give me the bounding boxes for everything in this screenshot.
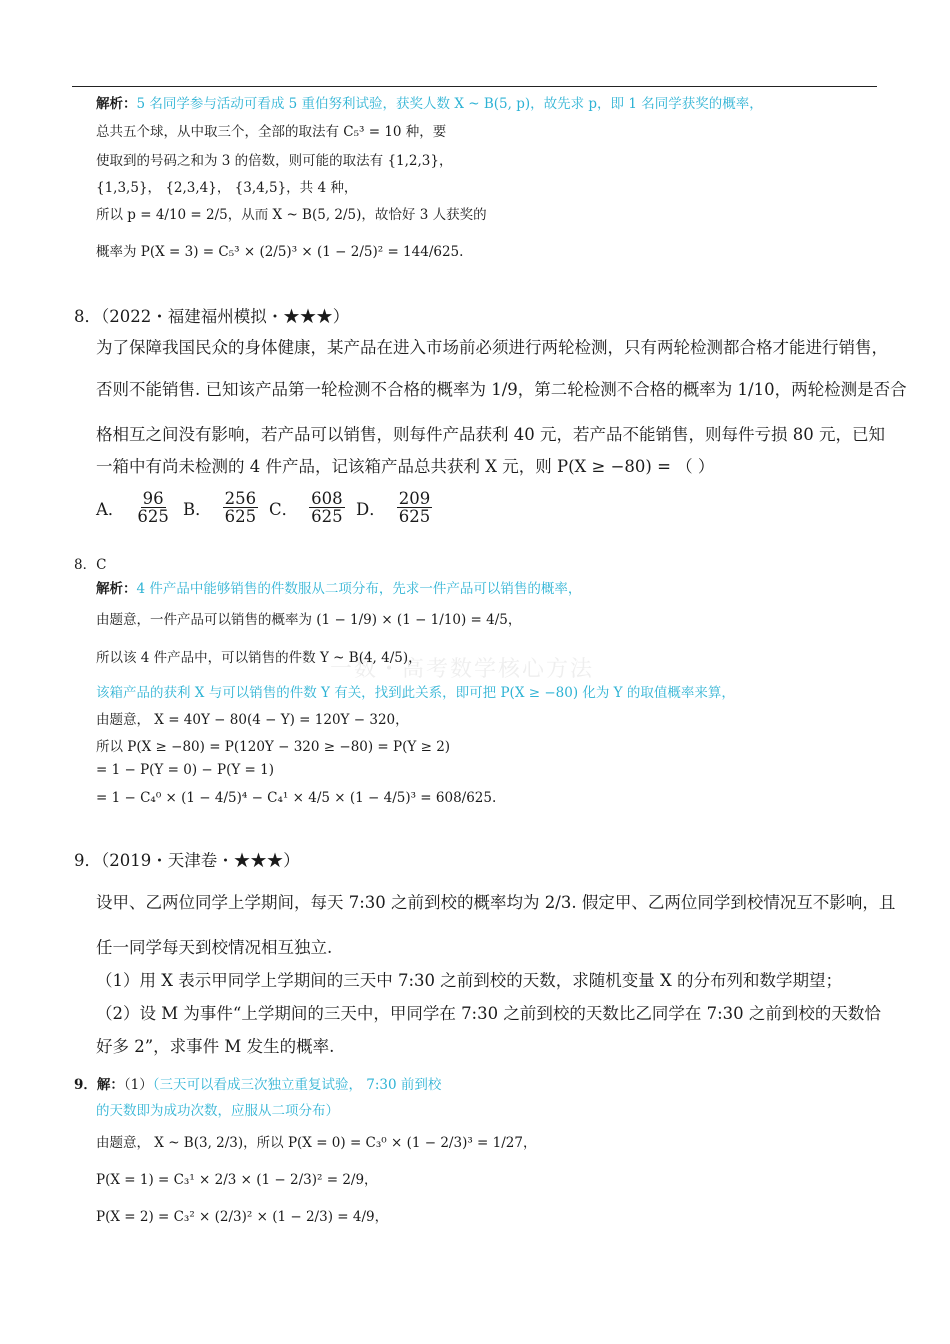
- q8-solution-line6: = 1 − C₄⁰ × (1 − 4/5)⁴ − C₄¹ × 4/5 × (1 − 4/5)³ = 608/625.: [96, 790, 497, 806]
- q8-solution-line5: = 1 − P(Y = 0) − P(Y = 1): [96, 762, 275, 778]
- q9-part2: （2）设 M 为事件“上学期间的三天中，甲同学在 7:30 之前到校的天数比乙同学在 7:30 之前到校的天数恰: [96, 1004, 881, 1023]
- choice-numerator: 209: [398, 489, 431, 508]
- q8-line2: 否则不能销售. 已知该产品第一轮检测不合格的概率为 1/9，第二轮检测不合格的概率为 1/10，两轮检测是否合: [96, 380, 907, 399]
- choice-label: D．: [356, 499, 386, 519]
- q9-solution-head: [74, 1073, 441, 1093]
- q9-solution-hint2: 的天数即为成功次数，应服从二项分布）: [96, 1103, 339, 1119]
- q8-solution-line3: 由题意， X = 40Y − 80(4 − Y) = 120Y − 320，: [96, 712, 409, 728]
- q7-solution-line5: 概率为 P(X = 3) = C₅³ × (2/5)³ × (1 − 2/5)² = 144/625.: [96, 244, 464, 260]
- watermark: 一数・高考数学核心方法: [330, 657, 595, 682]
- q7-solution-line1: 总共五个球，从中取三个，全部的取法有 C₅³ = 10 种，要: [96, 124, 447, 140]
- q9-part1: （1）用 X 表示甲同学上学期间的三天中 7:30 之前到校的天数，求随机变量 X 的分布列和数学期望；: [96, 971, 843, 990]
- q7-solution-intro: 5 名同学参与活动可看成 5 重伯努利试验，获奖人数 X ~ B(5, p)，故先求 p，即 1 名同学获奖的概率，: [136, 96, 763, 112]
- top-rule: [72, 86, 877, 87]
- choice-label: C．: [269, 499, 299, 519]
- choice-denominator: 625: [311, 507, 343, 527]
- choice-numerator: 608: [311, 489, 343, 508]
- choice-numerator: 96: [142, 489, 164, 508]
- q7-solution-intro-line: [96, 92, 763, 112]
- choice-denominator: 625: [224, 507, 257, 527]
- solution-label: 9．解：: [74, 1077, 124, 1093]
- choice-denominator: 625: [398, 507, 431, 527]
- q9-solution-line2: P(X = 1) = C₃¹ × 2/3 × (1 − 2/3)² = 2/9，: [96, 1172, 378, 1188]
- solution-label: 解析：: [96, 96, 137, 112]
- q8-choice-d[interactable]: [356, 490, 433, 526]
- choice-numerator: 256: [224, 489, 257, 508]
- q8-solution-hint: 该箱产品的获利 X 与可以销售的件数 Y 有关，找到此关系，即可把 P(X ≥ −80) 化为 Y 的取值概率来算，: [96, 685, 735, 701]
- q8-solution-line2: 所以该 4 件产品中，可以销售的件数 Y ~ B(4, 4/5)，: [96, 650, 422, 666]
- q8-solution-line1: 由题意，一件产品可以销售的概率为 (1 − 1/9) × (1 − 1/10) = 4/5，: [96, 612, 522, 628]
- q9-header: 9．（2019・天津卷・★★★）: [74, 851, 300, 870]
- q9-solution-line3: P(X = 2) = C₃² × (2/3)² × (1 − 2/3) = 4/9，: [96, 1209, 389, 1225]
- q9-part2-cont: 好多 2”，求事件 M 发生的概率.: [96, 1037, 335, 1056]
- q8-choice-a[interactable]: [96, 490, 172, 526]
- q8-answer: 8．C: [74, 557, 107, 573]
- q7-solution-line3: {1,3,5}， {2,3,4}， {3,4,5}，共 4 种，: [96, 180, 358, 196]
- solution-label: 解析：: [96, 581, 137, 597]
- q8-line3: 格相互之间没有影响，若产品可以销售，则每件产品获利 40 元，若产品不能销售，则每件亏损 80 元，已知: [96, 425, 885, 444]
- q8-header: 8．（2022・福建福州模拟・★★★）: [74, 307, 350, 326]
- q7-solution-line4: 所以 p = 4/10 = 2/5，从而 X ~ B(5, 2/5)，故恰好 3 人获奖的: [96, 207, 487, 223]
- q7-solution-line2: 使取到的号码之和为 3 的倍数，则可能的取法有 {1,2,3}，: [96, 153, 453, 169]
- q8-choice-b[interactable]: [183, 490, 259, 526]
- q8-choice-c[interactable]: [269, 490, 346, 526]
- q8-solution-intro-line: [96, 577, 581, 597]
- q8-line4: 一箱中有尚未检测的 4 件产品，记该箱产品总共获利 X 元，则 P(X ≥ −80) = （ ）: [96, 457, 715, 476]
- q9-solution-hint1: （三天可以看成三次独立重复试验， 7:30 前到校: [152, 1077, 442, 1093]
- q9-solution-line1: 由题意， X ~ B(3, 2/3)，所以 P(X = 0) = C₃⁰ × (1 − 2/3)³ = 1/27，: [96, 1135, 537, 1151]
- choice-label: A．: [96, 499, 125, 519]
- choice-denominator: 625: [137, 507, 169, 527]
- q8-solution-intro: 4 件产品中能够销售的件数服从二项分布，先求一件产品可以销售的概率，: [136, 581, 582, 597]
- q8-line1: 为了保障我国民众的身体健康，某产品在进入市场前必须进行两轮检测，只有两轮检测都合格才能进行销售，: [96, 338, 888, 357]
- q9-line2: 任一同学每天到校情况相互独立.: [96, 938, 333, 957]
- q9-solution-part: （1）: [123, 1077, 153, 1093]
- q9-line1: 设甲、乙两位同学上学期间，每天 7:30 之前到校的概率均为 2/3. 假定甲、乙两位同学到校情况互不影响，且: [96, 893, 896, 912]
- choice-label: B．: [183, 499, 212, 519]
- q8-solution-line4: 所以 P(X ≥ −80) = P(120Y − 320 ≥ −80) = P(Y ≥ 2): [96, 739, 451, 755]
